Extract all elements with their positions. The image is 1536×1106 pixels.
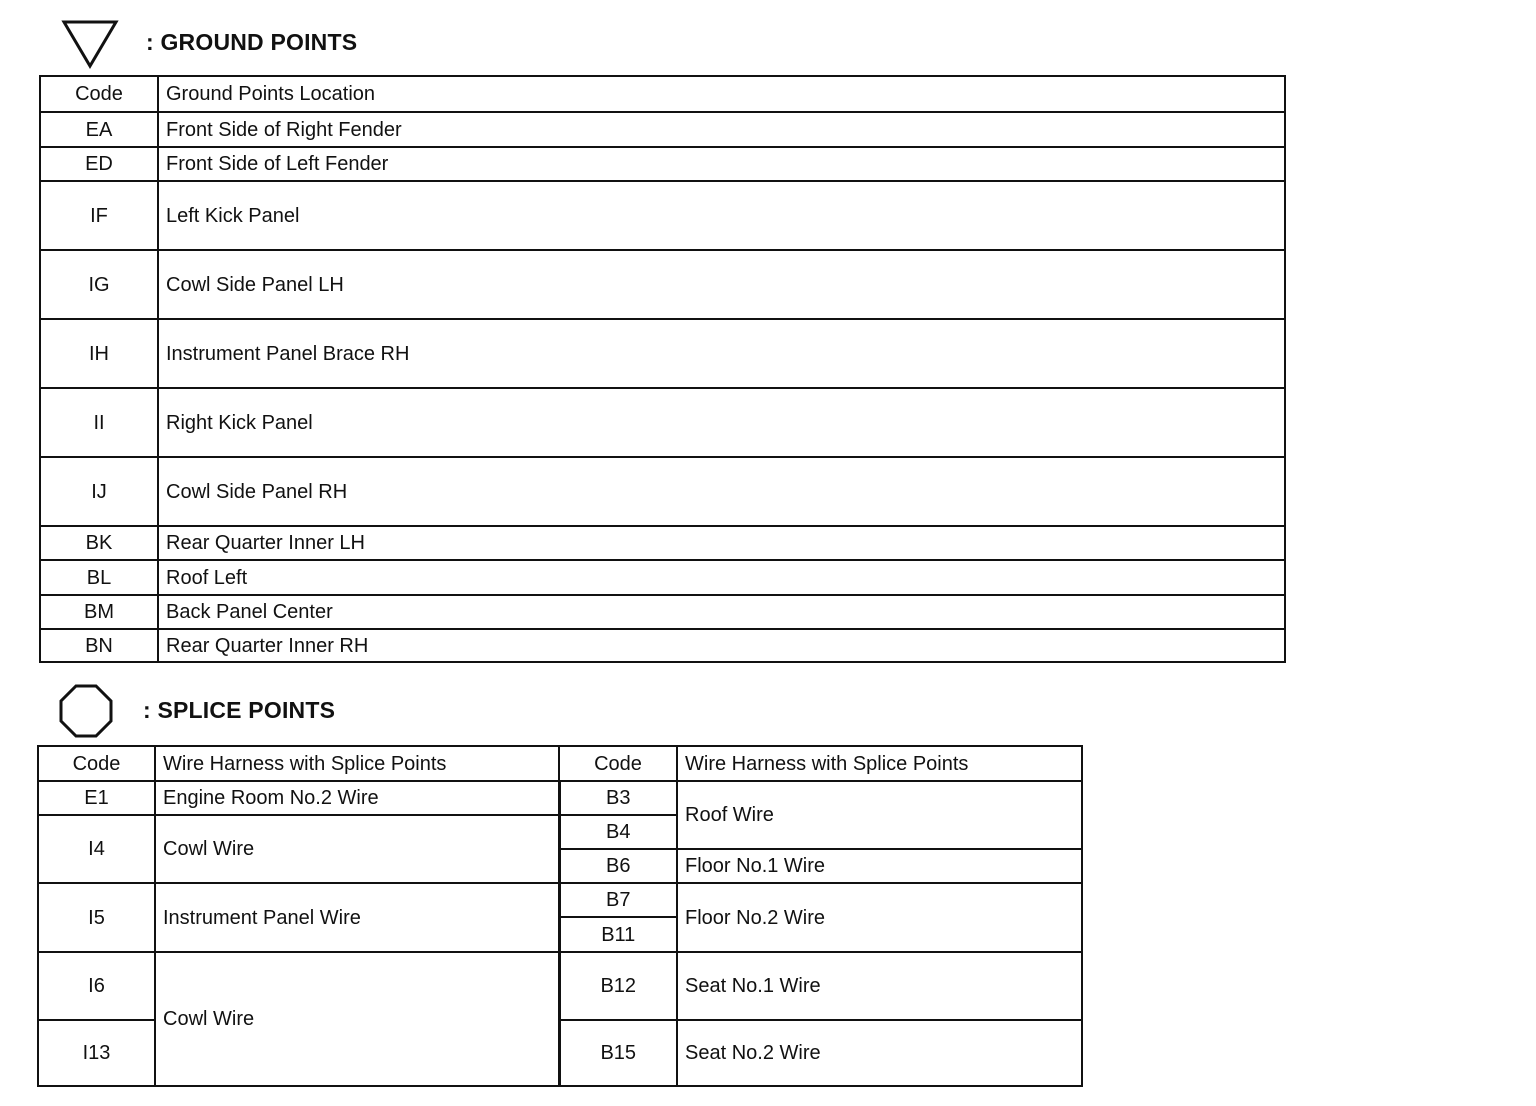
ground-code: IJ xyxy=(40,457,158,526)
table-row xyxy=(40,388,1285,457)
ground-location: Left Kick Panel xyxy=(158,181,1285,250)
code-column-header: Code xyxy=(38,746,155,781)
table-row xyxy=(40,319,1285,388)
splice-harness: Instrument Panel Wire xyxy=(155,883,559,952)
splice-harness: Floor No.2 Wire xyxy=(677,883,1082,952)
splice-code: B15 xyxy=(559,1020,677,1086)
splice-harness: Seat No.1 Wire xyxy=(677,952,1082,1020)
splice-code: E1 xyxy=(38,781,155,815)
table-row xyxy=(40,147,1285,181)
ground-code: BM xyxy=(40,595,158,629)
table-row xyxy=(40,629,1285,662)
ground-code: BN xyxy=(40,629,158,662)
ground-code: II xyxy=(40,388,158,457)
harness-column-header: Wire Harness with Splice Points xyxy=(677,746,1082,781)
harness-column-header: Wire Harness with Splice Points xyxy=(155,746,559,781)
table-header-row xyxy=(40,76,1285,112)
ground-points-heading: : GROUND POINTS xyxy=(146,29,358,55)
splice-harness: Engine Room No.2 Wire xyxy=(155,781,559,815)
splice-code: B12 xyxy=(559,952,677,1020)
ground-code: IF xyxy=(40,181,158,250)
splice-code: I5 xyxy=(38,883,155,952)
splice-harness: Seat No.2 Wire xyxy=(677,1020,1082,1086)
ground-code: BK xyxy=(40,526,158,560)
table-header-row xyxy=(38,746,1082,781)
table-row xyxy=(38,952,1082,1020)
ground-code: ED xyxy=(40,147,158,181)
ground-location: Front Side of Right Fender xyxy=(158,112,1285,147)
table-row xyxy=(40,526,1285,560)
ground-location: Roof Left xyxy=(158,560,1285,595)
splice-harness: Cowl Wire xyxy=(155,815,559,883)
splice-code: I4 xyxy=(38,815,155,883)
splice-harness: Cowl Wire xyxy=(155,952,559,1086)
splice-points-table xyxy=(37,745,1083,1087)
splice-harness: Roof Wire xyxy=(677,781,1082,849)
splice-code: I6 xyxy=(38,952,155,1020)
ground-triangle-icon xyxy=(60,18,120,70)
ground-location: Cowl Side Panel RH xyxy=(158,457,1285,526)
ground-location: Right Kick Panel xyxy=(158,388,1285,457)
table-row xyxy=(38,883,1082,917)
table-row xyxy=(40,595,1285,629)
splice-code: B3 xyxy=(559,781,677,815)
table-row xyxy=(40,457,1285,526)
table-row xyxy=(40,112,1285,147)
ground-code: IG xyxy=(40,250,158,319)
ground-code: BL xyxy=(40,560,158,595)
code-column-header: Code xyxy=(40,76,158,112)
table-row xyxy=(40,560,1285,595)
ground-points-table xyxy=(39,75,1286,663)
table-row xyxy=(40,250,1285,319)
code-column-header: Code xyxy=(559,746,677,781)
location-column-header: Ground Points Location xyxy=(158,76,1285,112)
table-row xyxy=(40,181,1285,250)
splice-code: B6 xyxy=(559,849,677,883)
splice-code: I13 xyxy=(38,1020,155,1086)
splice-code: B11 xyxy=(559,917,677,952)
splice-octagon-icon xyxy=(58,683,114,739)
ground-location: Back Panel Center xyxy=(158,595,1285,629)
table-row xyxy=(38,781,1082,815)
ground-location: Instrument Panel Brace RH xyxy=(158,319,1285,388)
ground-code: IH xyxy=(40,319,158,388)
splice-code: B7 xyxy=(559,883,677,917)
splice-code: B4 xyxy=(559,815,677,849)
ground-location: Front Side of Left Fender xyxy=(158,147,1285,181)
ground-location: Cowl Side Panel LH xyxy=(158,250,1285,319)
ground-location: Rear Quarter Inner RH xyxy=(158,629,1285,662)
ground-location: Rear Quarter Inner LH xyxy=(158,526,1285,560)
splice-points-heading: : SPLICE POINTS xyxy=(143,697,336,723)
splice-harness: Floor No.1 Wire xyxy=(677,849,1082,883)
ground-code: EA xyxy=(40,112,158,147)
